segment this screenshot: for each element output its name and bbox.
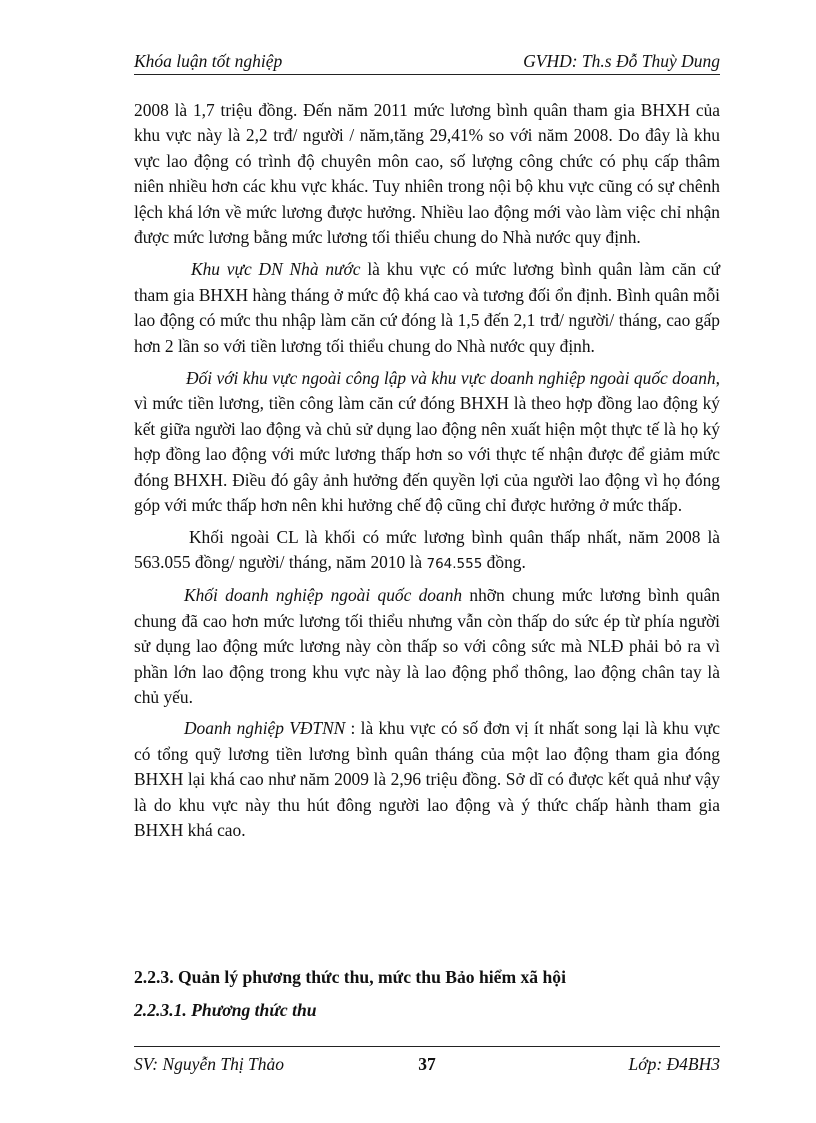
paragraph-4-text: Khối ngoài CL là khối có mức lương bình quân thấp nhất, năm 2008 là 563.055 đồng/ người/ tháng, năm 2010 là <box>134 526 720 572</box>
paragraph-3-text: , vì mức tiền lương, tiền công làm căn cứ đóng BHXH là theo hợp đồng lao động ký kết giữa người lao động và chủ sử dụng lao động nên xuất hiện một thực tế là họ ký hợp đồng lao động với mức lương thấp hơn so với thực tế nhận được để giảm mức đóng BHXH. Điều đó gây ảnh hưởng đến quyền lợi của người lao động vì họ đóng góp với mức thấp hơn nên khi hưởng chế độ cũng chỉ được hưởng ở mức thấp. <box>134 368 720 516</box>
paragraph-1: 2008 là 1,7 triệu đồng. Đến năm 2011 mức lương bình quân tham gia BHXH của khu vực này là 2,2 trđ/ người / năm,tăng 29,41% so với năm 2008. Do đây là khu vực lao động có trình độ chuyên môn cao, số lượng công chức có phụ cấp thâm niên nhiều hơn các khu vực khác. Tuy nhiên trong nội bộ khu vực cũng có sự chênh lệch khá lớn về mức lương được hưởng. Nhiều lao động mới vào làm việc chỉ nhận được mức lương bằng mức lương tối thiểu chung do Nhà nước quy định. <box>134 100 720 248</box>
paragraph-4-amount: 764.555 <box>426 555 483 572</box>
paragraph-5-lead: Khối doanh nghiệp ngoài quốc doanh <box>184 585 463 606</box>
paragraph-6-lead: Doanh nghiệp VĐTNN <box>184 718 346 739</box>
page-number: 37 <box>418 1054 436 1074</box>
page-header <box>134 50 720 75</box>
paragraph-5-text: nhỡn chung mức lương bình quân chung đã cao hơn mức lương tối thiểu nhưng vẫn còn thấp do sức ép từ phía người sử dụng lao động mức lương này còn thấp so với công sức mà NLĐ phải bỏ ra vì phần lớn lao động trong khu vực này là lao động phổ thông, lao động chân tay là chủ yếu. <box>134 585 720 707</box>
subsection-heading-2-2-3-1: 2.2.3.1. Phương thức thu <box>134 1000 317 1020</box>
paragraph-3-lead: Đối với khu vực ngoài công lập và khu vực doanh nghiệp ngoài quốc doanh <box>186 368 716 389</box>
body-text <box>134 98 720 843</box>
footer-student: SV: Nguyễn Thị Thảo <box>134 1054 285 1074</box>
footer-class: Lớp: Đ4BH3 <box>628 1054 720 1074</box>
paragraph-2-lead: Khu vực DN Nhà nước <box>191 259 361 280</box>
paragraph-5 <box>134 583 720 710</box>
paragraph-4 <box>134 525 720 578</box>
paragraph-6 <box>134 716 720 843</box>
paragraph-3 <box>134 366 720 518</box>
paragraph-4-tail: đồng. <box>482 551 526 572</box>
header-thesis-title: Khóa luận tốt nghiệp <box>134 51 283 71</box>
paragraph-2 <box>134 257 720 359</box>
header-advisor: GVHD: Th.s Đỗ Thuỳ Dung <box>523 51 720 71</box>
page-footer <box>134 1046 720 1081</box>
paragraph-6-text: : là khu vực có số đơn vị ít nhất song lại là khu vực có tổng quỹ lương tiền lương bình quân tháng của một lao động tham gia đóng BHXH lại khá cao như năm 2009 là 2,96 triệu đồng. Sở dĩ có được kết quả như vậy là do khu vực này thu hút đông người lao động và ý thức chấp hành tham gia BHXH khá cao. <box>134 718 720 840</box>
paragraph-2-text: là khu vực có mức lương bình quân làm căn cứ tham gia BHXH hàng tháng ở mức độ khá cao và tương đối ổn định. Bình quân mỗi lao động có mức thu nhập làm căn cứ đóng là 1,5 đến 2,1 trđ/ người/ tháng, cao gấp hơn 2 lần so với tiền lương tối thiểu chung do Nhà nước quy định. <box>134 259 720 356</box>
section-heading-2-2-3: 2.2.3. Quản lý phương thức thu, mức thu Bảo hiểm xã hội <box>134 967 566 987</box>
